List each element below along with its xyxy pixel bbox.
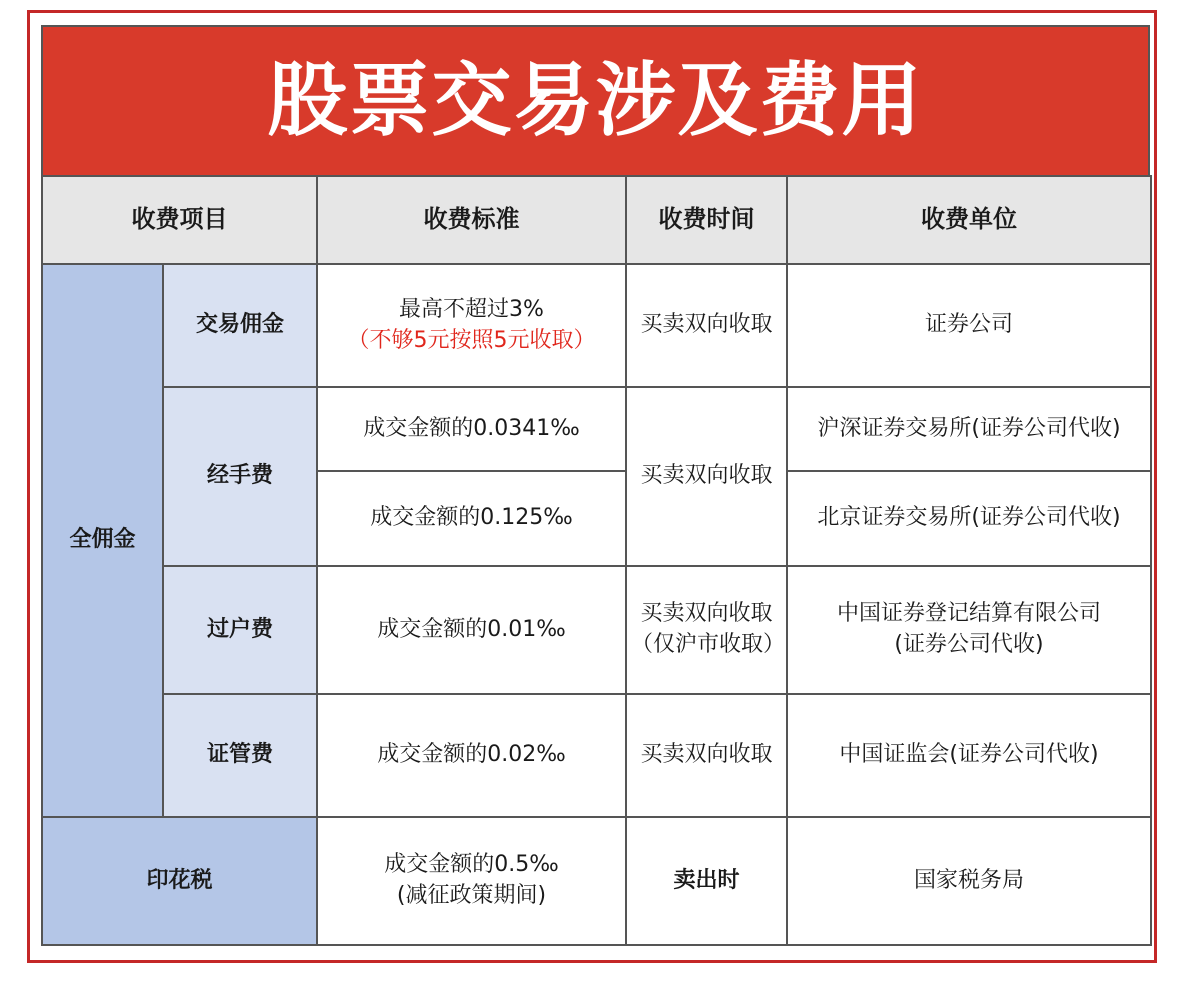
table-row xyxy=(42,694,1151,817)
time-handling: 买卖双向收取 xyxy=(626,387,787,566)
column-header-unit: 收费单位 xyxy=(787,176,1151,264)
standard-stamp-line1: 成交金额的0.5‰ xyxy=(384,852,559,878)
unit-transfer xyxy=(787,566,1151,694)
time-stamp: 卖出时 xyxy=(626,817,787,945)
standard-regulatory: 成交金额的0.02‰ xyxy=(317,694,626,817)
time-commission: 买卖双向收取 xyxy=(626,264,787,387)
standard-transfer: 成交金额的0.01‰ xyxy=(317,566,626,694)
unit-transfer-line1: 中国证券登记结算有限公司 xyxy=(836,601,1101,627)
standard-commission-note: （不够5元按照5元收取） xyxy=(347,327,596,353)
standard-commission xyxy=(317,264,626,387)
item-transfer: 过户费 xyxy=(163,566,317,694)
fee-table xyxy=(41,175,1152,946)
header-row xyxy=(42,176,1151,264)
time-transfer-line1: 买卖双向收取 xyxy=(640,601,773,627)
table-row xyxy=(42,264,1151,387)
title-banner xyxy=(41,25,1150,175)
time-transfer-line2: （仅沪市收取） xyxy=(631,632,786,657)
item-handling: 经手费 xyxy=(163,387,317,566)
table-row xyxy=(42,817,1151,945)
standard-commission-line1: 最高不超过3% xyxy=(399,296,544,322)
standard-stamp-line2: (减征政策期间) xyxy=(396,883,547,908)
item-stamp-tax: 印花税 xyxy=(42,817,317,945)
column-header-time: 收费时间 xyxy=(626,176,787,264)
standard-handling-a: 成交金额的0.0341‰ xyxy=(317,387,626,471)
unit-handling-a: 沪深证券交易所(证券公司代收) xyxy=(787,387,1151,471)
column-header-standard: 收费标准 xyxy=(317,176,626,264)
unit-stamp: 国家税务局 xyxy=(787,817,1151,945)
item-regulatory: 证管费 xyxy=(163,694,317,817)
time-transfer xyxy=(626,566,787,694)
unit-transfer-line2: (证券公司代收) xyxy=(894,632,1044,657)
table-row xyxy=(42,566,1151,694)
unit-commission: 证券公司 xyxy=(787,264,1151,387)
table-row xyxy=(42,387,1151,471)
standard-stamp xyxy=(317,817,626,945)
item-commission: 交易佣金 xyxy=(163,264,317,387)
unit-regulatory: 中国证监会(证券公司代收) xyxy=(787,694,1151,817)
page-title: 股票交易涉及费用 xyxy=(267,54,924,147)
time-regulatory: 买卖双向收取 xyxy=(626,694,787,817)
column-header-item: 收费项目 xyxy=(42,176,317,264)
unit-handling-b: 北京证券交易所(证券公司代收) xyxy=(787,471,1151,566)
category-full-commission: 全佣金 xyxy=(42,264,163,817)
standard-handling-b: 成交金额的0.125‰ xyxy=(317,471,626,566)
